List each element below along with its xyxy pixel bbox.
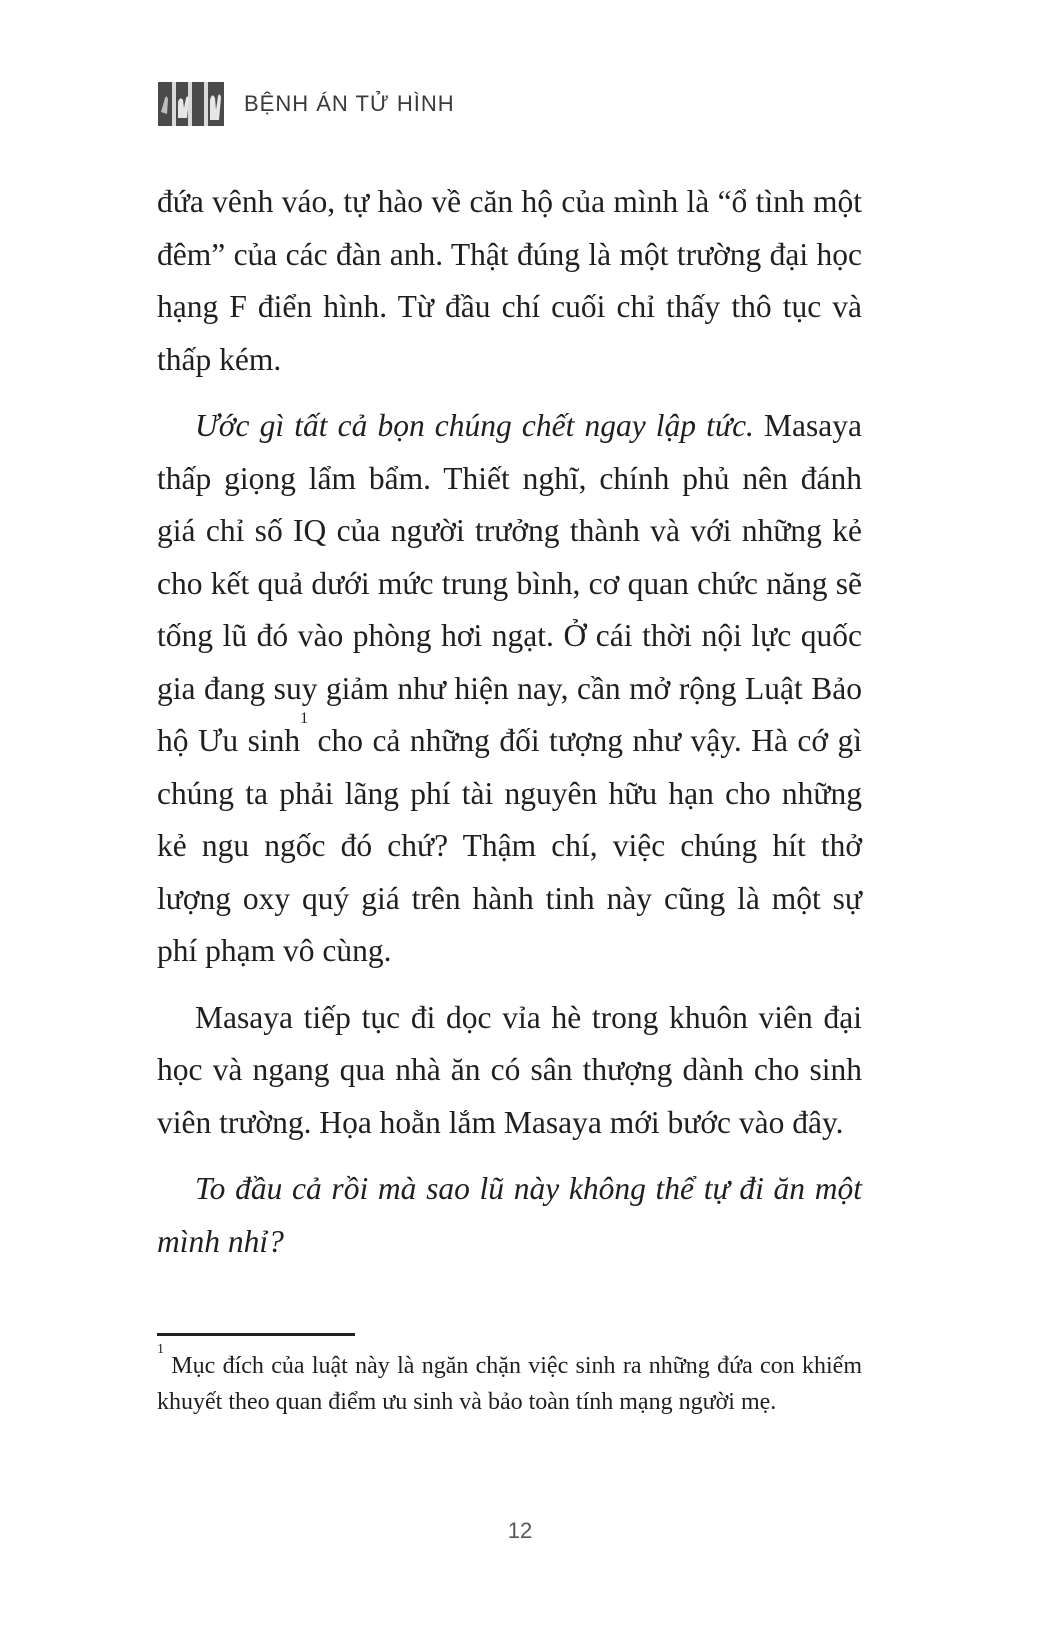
page-number: 12 xyxy=(507,1518,533,1543)
paragraph-4-italic-thought: To đầu cả rồi mà sao lũ này không thể tự đi ăn một mình nhỉ? xyxy=(157,1171,862,1259)
footnote-reference[interactable]: 1 xyxy=(300,710,309,727)
running-header xyxy=(158,82,455,126)
paragraph-3: Masaya tiếp tục đi dọc vỉa hè trong khuôn viên đại học và ngang qua nhà ăn có sân thượng dành cho sinh viên trường. Họa hoằn lắm Masaya mới bước vào đây. xyxy=(157,999,862,1140)
book-logo-icon xyxy=(158,82,224,126)
footnote-text: Mục đích của luật này là ngăn chặn việc sinh ra những đứa con khiếm khuyết theo quan điểm ưu sinh và bảo toàn tính mạng người mẹ. xyxy=(157,1353,862,1415)
running-title: BỆNH ÁN TỬ HÌNH xyxy=(244,91,455,116)
paragraph-2-text-b: cho cả những đối tượng như vậy. Hà cớ gì chúng ta phải lãng phí tài nguyên hữu hạn cho những kẻ ngu ngốc đó chứ? Thậm chí, việc chúng hít thở lượng oxy quý giá trên hành tinh này cũng là một sự phí phạm vô cùng. xyxy=(157,723,862,968)
body-text xyxy=(157,176,862,1268)
paragraph-2-italic-thought: Ước gì tất cả bọn chúng chết ngay lập tức. xyxy=(195,408,754,443)
paragraph-1: đứa vênh váo, tự hào về căn hộ của mình là “ổ tình một đêm” của các đàn anh. Thật đúng là một trường đại học hạng F điển hình. Từ đầu chí cuối chỉ thấy thô tục và thấp kém. xyxy=(157,184,862,377)
paragraph-2 xyxy=(157,400,862,978)
footnote-mark: 1 xyxy=(157,1342,164,1357)
footnote-divider xyxy=(157,1333,355,1336)
paragraph-2-text-a: Masaya thấp giọng lẩm bẩm. Thiết nghĩ, chính phủ nên đánh giá chỉ số IQ của người trưởng thành và với những kẻ cho kết quả dưới mức trung bình, cơ quan chức năng sẽ tống lũ đó vào phòng hơi ngạt. Ở cái thời nội lực quốc gia đang suy giảm như hiện nay, cần mở rộng Luật Bảo hộ Ưu sinh xyxy=(157,408,862,758)
footnote xyxy=(157,1342,862,1420)
